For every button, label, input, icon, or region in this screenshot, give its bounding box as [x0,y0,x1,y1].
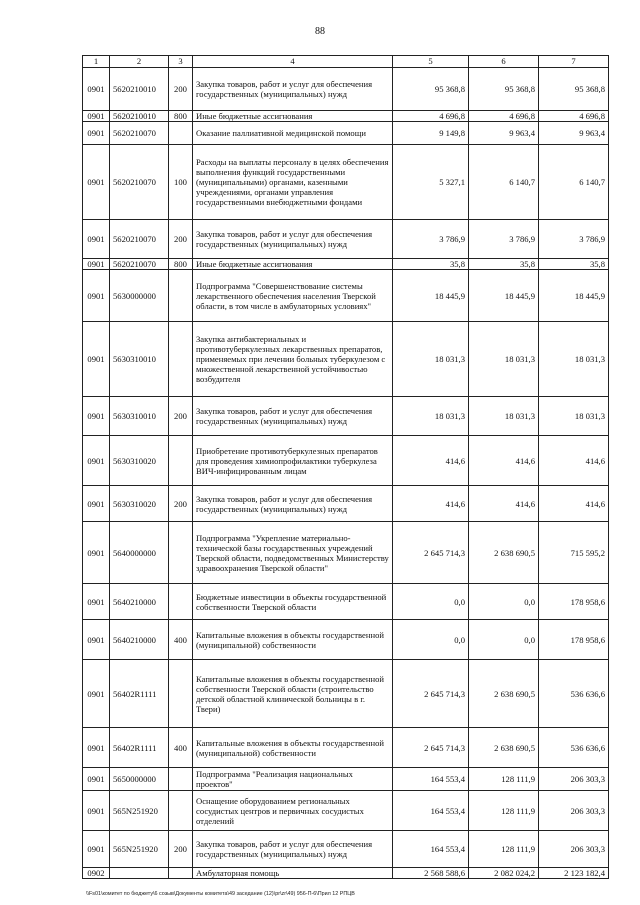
table-row [83,831,609,868]
expense-type-cell: 200 [169,220,193,259]
amount-year1-cell: 0,0 [393,584,469,620]
column-number: 1 [83,56,110,68]
table-row [83,397,609,436]
section-code-cell: 0901 [83,259,110,270]
amount-year3-cell: 414,6 [539,486,609,522]
section-code-cell: 0901 [83,584,110,620]
target-article-cell [110,868,169,879]
target-article-cell: 5640210000 [110,620,169,660]
target-article-cell: 5630310020 [110,436,169,486]
amount-year2-cell: 18 031,3 [469,397,539,436]
table-row [83,270,609,322]
expense-type-cell: 100 [169,145,193,220]
amount-year3-cell: 18 031,3 [539,397,609,436]
description-cell: Закупка товаров, работ и услуг для обеспечения государственных (муниципальных) нужд [193,397,393,436]
amount-year2-cell: 18 445,9 [469,270,539,322]
amount-year3-cell: 536 636,6 [539,728,609,768]
target-article-cell: 5620210010 [110,68,169,111]
section-code-cell: 0901 [83,660,110,728]
amount-year1-cell: 18 445,9 [393,270,469,322]
description-cell: Подпрограмма "Реализация национальных проектов" [193,768,393,791]
section-code-cell: 0901 [83,522,110,584]
description-cell: Подпрограмма "Совершенствование системы лекарственного обеспечения населения Тверской области, в том числе в амбулаторных условиях" [193,270,393,322]
amount-year2-cell: 128 111,9 [469,791,539,831]
section-code-cell: 0901 [83,111,110,122]
expense-type-cell: 400 [169,728,193,768]
section-code-cell: 0901 [83,436,110,486]
target-article-cell: 5620210070 [110,220,169,259]
column-number: 3 [169,56,193,68]
amount-year1-cell: 3 786,9 [393,220,469,259]
amount-year3-cell: 18 445,9 [539,270,609,322]
expense-type-cell: 200 [169,397,193,436]
amount-year3-cell: 4 696,8 [539,111,609,122]
description-cell: Иные бюджетные ассигнования [193,259,393,270]
column-number: 6 [469,56,539,68]
amount-year2-cell: 2 638 690,5 [469,522,539,584]
section-code-cell: 0901 [83,791,110,831]
expense-type-cell [169,522,193,584]
amount-year1-cell: 18 031,3 [393,322,469,397]
amount-year1-cell: 164 553,4 [393,831,469,868]
description-cell: Амбулаторная помощь [193,868,393,879]
table-row [83,522,609,584]
table-row [83,584,609,620]
target-article-cell: 5620210070 [110,122,169,145]
table-row [83,111,609,122]
amount-year2-cell: 6 140,7 [469,145,539,220]
amount-year1-cell: 35,8 [393,259,469,270]
target-article-cell: 5620210070 [110,145,169,220]
target-article-cell: 5650000000 [110,768,169,791]
section-code-cell: 0902 [83,868,110,879]
amount-year3-cell: 178 958,6 [539,620,609,660]
amount-year3-cell: 206 303,3 [539,768,609,791]
amount-year2-cell: 2 638 690,5 [469,728,539,768]
table-row [83,868,609,879]
target-article-cell: 5620210070 [110,259,169,270]
expense-type-cell [169,791,193,831]
target-article-cell: 5630310020 [110,486,169,522]
amount-year2-cell: 2 638 690,5 [469,660,539,728]
budget-table [82,55,609,879]
amount-year3-cell: 536 636,6 [539,660,609,728]
amount-year1-cell: 0,0 [393,620,469,660]
section-code-cell: 0901 [83,122,110,145]
expense-type-cell: 400 [169,620,193,660]
amount-year2-cell: 9 963,4 [469,122,539,145]
column-number: 4 [193,56,393,68]
target-article-cell: 565N251920 [110,831,169,868]
description-cell: Закупка товаров, работ и услуг для обеспечения государственных (муниципальных) нужд [193,831,393,868]
target-article-cell: 5620210010 [110,111,169,122]
amount-year2-cell: 35,8 [469,259,539,270]
amount-year1-cell: 414,6 [393,436,469,486]
amount-year2-cell: 2 082 024,2 [469,868,539,879]
section-code-cell: 0901 [83,397,110,436]
table-row [83,122,609,145]
target-article-cell: 5640210000 [110,584,169,620]
description-cell: Бюджетные инвестиции в объекты государственной собственности Тверской области [193,584,393,620]
amount-year2-cell: 414,6 [469,436,539,486]
target-article-cell: 56402R1111 [110,728,169,768]
expense-type-cell [169,868,193,879]
section-code-cell: 0901 [83,486,110,522]
table-row [83,259,609,270]
description-cell: Оказание паллиативной медицинской помощи [193,122,393,145]
expense-type-cell [169,122,193,145]
table-row [83,486,609,522]
expense-type-cell [169,322,193,397]
amount-year1-cell: 2 645 714,3 [393,660,469,728]
amount-year1-cell: 164 553,4 [393,768,469,791]
table-row [83,436,609,486]
expense-type-cell [169,584,193,620]
expense-type-cell: 800 [169,111,193,122]
amount-year3-cell: 3 786,9 [539,220,609,259]
section-code-cell: 0901 [83,270,110,322]
expense-type-cell [169,660,193,728]
amount-year2-cell: 0,0 [469,620,539,660]
expense-type-cell [169,768,193,791]
amount-year3-cell: 9 963,4 [539,122,609,145]
amount-year3-cell: 95 368,8 [539,68,609,111]
description-cell: Закупка товаров, работ и услуг для обеспечения государственных (муниципальных) нужд [193,220,393,259]
expense-type-cell [169,270,193,322]
amount-year3-cell: 18 031,3 [539,322,609,397]
amount-year3-cell: 178 958,6 [539,584,609,620]
table-row [83,620,609,660]
amount-year1-cell: 2 645 714,3 [393,728,469,768]
description-cell: Расходы на выплаты персоналу в целях обеспечения выполнения функций государственными (муниципальными) органами, казенными учреждениями, органами управления государственными внебюджетными фондами [193,145,393,220]
amount-year2-cell: 18 031,3 [469,322,539,397]
table-row [83,145,609,220]
target-article-cell: 5630310010 [110,322,169,397]
amount-year1-cell: 4 696,8 [393,111,469,122]
table-row [83,68,609,111]
amount-year1-cell: 2 645 714,3 [393,522,469,584]
file-path-footer: \\Fs01\комитет по бюджету\6 созыв\Документы комитета\49 заседание (12)\pr\zr\49) 956-П-6\Прил 12 РПЦВ [86,891,355,897]
description-cell: Закупка товаров, работ и услуг для обеспечения государственных (муниципальных) нужд [193,68,393,111]
amount-year1-cell: 414,6 [393,486,469,522]
amount-year1-cell: 2 568 588,6 [393,868,469,879]
section-code-cell: 0901 [83,322,110,397]
expense-type-cell: 200 [169,486,193,522]
section-code-cell: 0901 [83,220,110,259]
amount-year1-cell: 95 368,8 [393,68,469,111]
amount-year2-cell: 128 111,9 [469,831,539,868]
description-cell: Капитальные вложения в объекты государственной (муниципальной) собственности [193,620,393,660]
amount-year2-cell: 128 111,9 [469,768,539,791]
table-row [83,322,609,397]
description-cell: Подпрограмма "Укрепление материально-технической базы государственных учреждений Тверской области, подведомственных Министерству здравоохранения Тверской области" [193,522,393,584]
amount-year3-cell: 715 595,2 [539,522,609,584]
target-article-cell: 5630000000 [110,270,169,322]
section-code-cell: 0901 [83,728,110,768]
description-cell: Закупка антибактериальных и противотуберкулезных лекарственных препаратов, применяемых при лечении больных туберкулезом с множественной лекарственной устойчивостью возбудителя [193,322,393,397]
amount-year2-cell: 4 696,8 [469,111,539,122]
table-row [83,728,609,768]
amount-year3-cell: 2 123 182,4 [539,868,609,879]
amount-year3-cell: 206 303,3 [539,791,609,831]
amount-year1-cell: 5 327,1 [393,145,469,220]
section-code-cell: 0901 [83,831,110,868]
table-row [83,791,609,831]
description-cell: Приобретение противотуберкулезных препаратов для проведения химиопрофилактики туберкулеза ВИЧ-инфицированным лицам [193,436,393,486]
table-row [83,660,609,728]
target-article-cell: 5640000000 [110,522,169,584]
page-number: 88 [315,26,325,37]
description-cell: Иные бюджетные ассигнования [193,111,393,122]
description-cell: Капитальные вложения в объекты государственной собственности Тверской области (строительство детской областной клинической больницы в г. Твери) [193,660,393,728]
table-row [83,768,609,791]
section-code-cell: 0901 [83,68,110,111]
table-body [83,56,609,879]
expense-type-cell: 800 [169,259,193,270]
description-cell: Закупка товаров, работ и услуг для обеспечения государственных (муниципальных) нужд [193,486,393,522]
amount-year1-cell: 18 031,3 [393,397,469,436]
column-number-row [83,56,609,68]
section-code-cell: 0901 [83,620,110,660]
amount-year3-cell: 206 303,3 [539,831,609,868]
expense-type-cell: 200 [169,831,193,868]
description-cell: Капитальные вложения в объекты государственной (муниципальной) собственности [193,728,393,768]
amount-year1-cell: 9 149,8 [393,122,469,145]
section-code-cell: 0901 [83,768,110,791]
amount-year3-cell: 414,6 [539,436,609,486]
amount-year3-cell: 6 140,7 [539,145,609,220]
target-article-cell: 565N251920 [110,791,169,831]
amount-year3-cell: 35,8 [539,259,609,270]
expense-type-cell [169,436,193,486]
expense-type-cell: 200 [169,68,193,111]
table-row [83,220,609,259]
column-number: 7 [539,56,609,68]
target-article-cell: 5630310010 [110,397,169,436]
amount-year2-cell: 414,6 [469,486,539,522]
column-number: 2 [110,56,169,68]
amount-year2-cell: 0,0 [469,584,539,620]
amount-year1-cell: 164 553,4 [393,791,469,831]
amount-year2-cell: 95 368,8 [469,68,539,111]
column-number: 5 [393,56,469,68]
target-article-cell: 56402R1111 [110,660,169,728]
section-code-cell: 0901 [83,145,110,220]
description-cell: Оснащение оборудованием региональных сосудистых центров и первичных сосудистых отделений [193,791,393,831]
amount-year2-cell: 3 786,9 [469,220,539,259]
